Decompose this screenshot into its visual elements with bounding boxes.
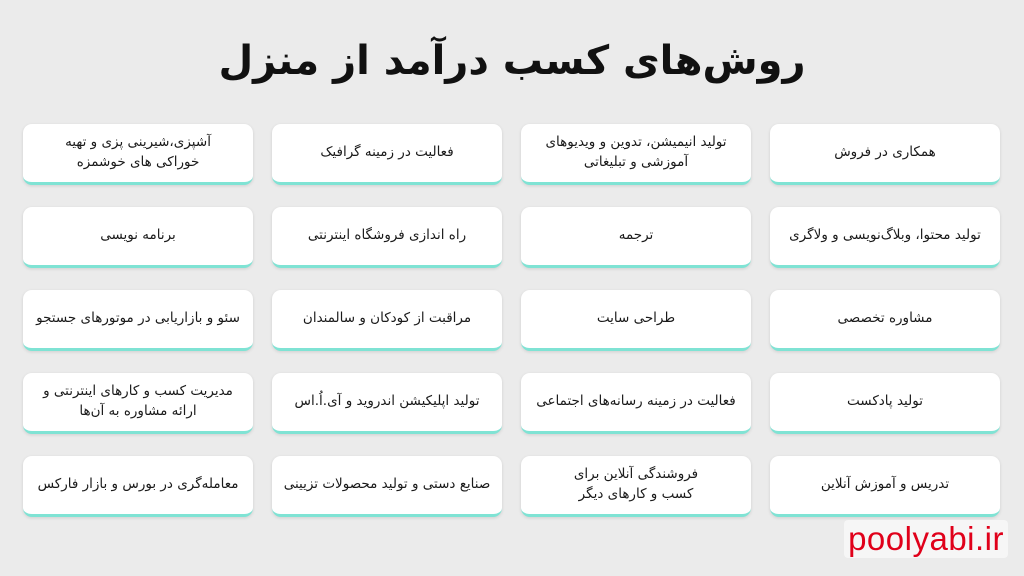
page-title: روش‌های کسب درآمد از منزل [218, 38, 806, 84]
method-card: تولید پادکست [770, 373, 1000, 434]
methods-grid [22, 124, 1000, 517]
method-card: برنامه نویسی [23, 207, 253, 268]
method-card: تولید محتوا، وبلاگ‌نویسی و ولاگری [770, 207, 1000, 268]
method-card: سئو و بازاریابی در موتورهای جستجو [23, 290, 253, 351]
method-card: تولید اپلیکیشن اندروید و آی.اُ.اس [272, 373, 502, 434]
method-card: مدیریت کسب و کارهای اینترنتی و ارائه مشاوره به آن‌ها [23, 373, 253, 434]
method-card: تدریس و آموزش آنلاین [770, 456, 1000, 517]
method-card: معامله‌گری در بورس و بازار فارکس [23, 456, 253, 517]
method-card: همکاری در فروش [770, 124, 1000, 185]
method-card: فعالیت در زمینه رسانه‌های اجتماعی [521, 373, 751, 434]
method-card: ترجمه [521, 207, 751, 268]
method-card: فروشندگی آنلاین برای کسب و کارهای دیگر [521, 456, 751, 517]
method-card: راه اندازی فروشگاه اینترنتی [272, 207, 502, 268]
method-card: مراقبت از کودکان و سالمندان [272, 290, 502, 351]
method-card: آشپزی،شیرینی پزی و تهیه خوراکی های خوشمزه [23, 124, 253, 185]
method-card: تولید انیمیشن، تدوین و ویدیوهای آموزشی و تبلیغاتی [521, 124, 751, 185]
method-card: فعالیت در زمینه گرافیک [272, 124, 502, 185]
method-card: صنایع دستی و تولید محصولات تزیینی [272, 456, 502, 517]
method-card: طراحی سایت [521, 290, 751, 351]
method-card: مشاوره تخصصی [770, 290, 1000, 351]
site-watermark: poolyabi.ir [844, 520, 1008, 558]
